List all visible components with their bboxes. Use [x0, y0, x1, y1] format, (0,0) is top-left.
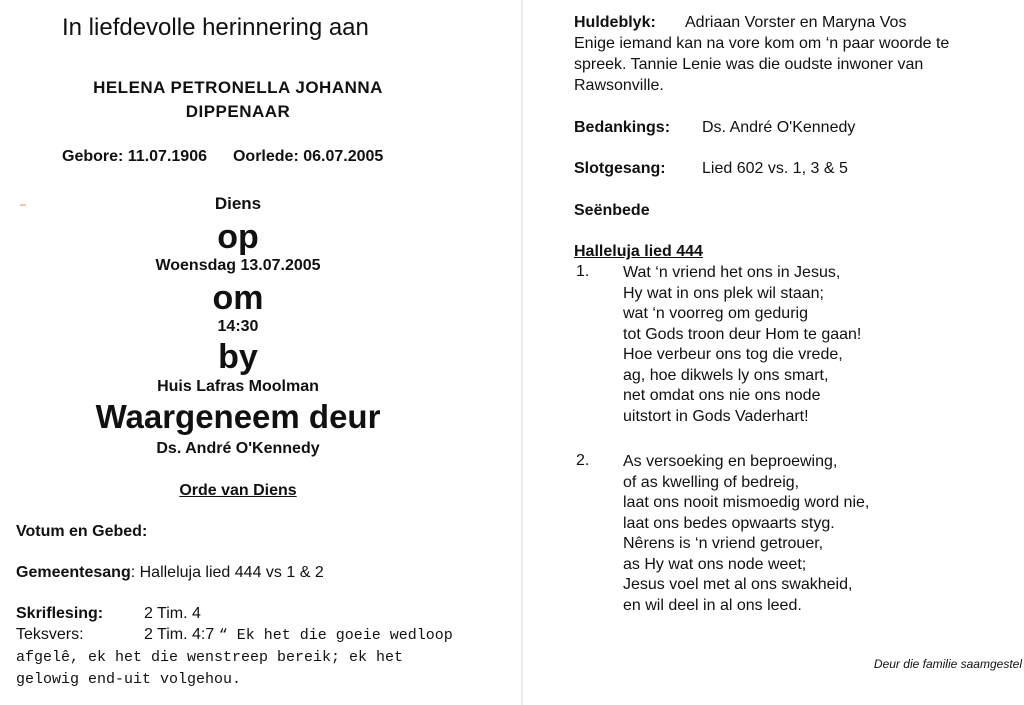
verse-line: As versoeking en beproewing, [623, 453, 838, 470]
scripture-line [16, 605, 201, 623]
verse-number: 1. [576, 263, 590, 280]
birth-date: Gebore: 11.07.1906 [62, 148, 207, 165]
quote-line-1: “ Ek het die goeie wedloop [218, 627, 453, 644]
quote-line-2: afgelê, ek het die wenstreep bereik; ek het [16, 649, 404, 666]
congregational-song-line [16, 564, 324, 582]
verse-line: ag, hoe dikwels ly ons smart, [623, 366, 829, 384]
tribute-label: Huldeblyk: [574, 14, 656, 31]
verse-line: Hoe verbeur ons tog die vrede, [623, 346, 843, 363]
verse-line: Wat ‘n vriend het ons in Jesus, [623, 264, 841, 281]
word-op: op [217, 218, 259, 256]
verse-line: laat ons bedes opwaarts styg. [623, 514, 835, 532]
congregational-song-label: Gemeentesang [16, 564, 131, 581]
verse-line: tot Gods troon deur Hom te gaan! [623, 325, 862, 343]
thanks-value: Ds. André O'Kennedy [702, 119, 856, 136]
memorial-intro: In liefdevolle herinnering aan [62, 14, 369, 41]
verse-line: uitstort in Gods Vaderhart! [623, 407, 809, 425]
scripture-value: 2 Tim. 4 [144, 605, 201, 622]
tribute-line-3: spreek. Tannie Lenie was die oudste inwoner van [574, 56, 924, 73]
right-page [522, 0, 1024, 705]
deceased-name-line2: DIPPENAAR [185, 102, 291, 121]
text-verse-label: Teksvers: [16, 626, 84, 643]
verse-line: net omdat ons nie ons node [623, 387, 821, 404]
tribute-line-4: Rawsonville. [574, 77, 664, 94]
life-dates [62, 148, 383, 166]
hymn-title: Halleluja lied 444 [574, 243, 703, 260]
tribute-line-2: Enige iemand kan na vore kom om ‘n paar woorde te [574, 35, 950, 52]
verse-number: 2. [576, 452, 590, 469]
closing-song-label: Slotgesang: [574, 160, 666, 177]
verse-line: Nêrens is ‘n vriend getrouer, [623, 535, 824, 552]
thanks-line [574, 119, 855, 137]
verse-line: en wil deel in al ons leed. [623, 596, 802, 614]
text-verse-line [16, 626, 453, 644]
tribute-value: Adriaan Vorster en Maryna Vos [685, 14, 907, 31]
compiled-by-note: Deur die familie saamgestel [873, 657, 1022, 671]
verse-line: wat ‘n voorreg om gedurig [623, 305, 808, 322]
verse-line: Jesus voel met al ons swakheid, [623, 576, 853, 593]
votum-label: Votum en Gebed: [16, 523, 148, 540]
blessing-line [574, 202, 650, 220]
word-by: by [218, 338, 258, 376]
service-place: Huis Lafras Moolman [157, 378, 319, 395]
closing-song-line [574, 160, 848, 178]
scripture-label: Skriflesing: [16, 605, 104, 622]
minister-name: Ds. André O'Kennedy [156, 440, 320, 457]
verse-line: laat ons nooit mismoedig word nie, [623, 494, 870, 511]
verse-line: Hy wat in ons plek wil staan; [623, 284, 824, 302]
blessing-label: Seënbede [574, 202, 650, 219]
verse-line: of as kwelling of bedreig, [623, 473, 800, 491]
verse-line: as Hy wat ons node weet; [623, 555, 807, 573]
closing-song-value: Lied 602 vs. 1, 3 & 5 [702, 160, 848, 177]
service-time: 14:30 [217, 318, 259, 335]
congregational-song-value: : Halleluja lied 444 vs 1 & 2 [130, 564, 324, 581]
deceased-name-line1: HELENA PETRONELLA JOHANNA [93, 78, 383, 97]
tribute-line [574, 14, 906, 32]
hymn-verse [623, 452, 869, 616]
word-om: om [212, 279, 264, 317]
thanks-label: Bedankings: [574, 119, 671, 136]
votum-line [16, 523, 147, 541]
officiated-heading: Waargeneem deur [95, 398, 381, 435]
quote-line-3: gelowig end-uit volgehou. [16, 671, 242, 688]
hymn-verse [623, 263, 861, 427]
death-date: Oorlede: 06.07.2005 [232, 148, 384, 165]
order-of-service-title: Orde van Diens [179, 482, 297, 499]
service-heading: Diens [214, 194, 262, 213]
text-verse-value: 2 Tim. 4:7 [144, 626, 215, 643]
service-date: Woensdag 13.07.2005 [155, 257, 321, 274]
